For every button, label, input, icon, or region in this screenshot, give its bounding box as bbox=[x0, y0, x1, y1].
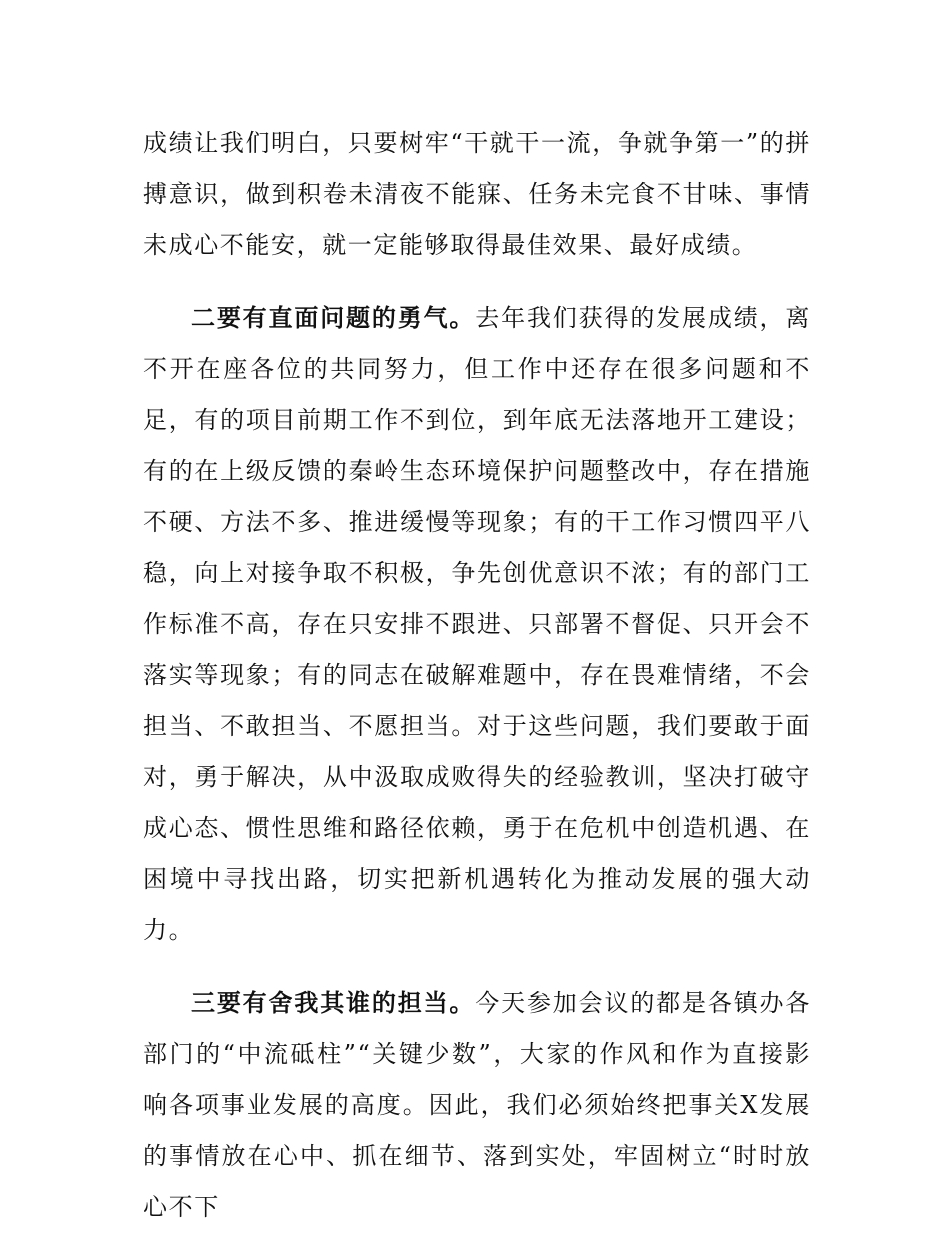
paragraph-lead-heading: 三要有舍我其谁的担当。 bbox=[191, 989, 476, 1017]
paragraph-gap bbox=[143, 271, 811, 293]
document-page bbox=[143, 118, 811, 1233]
paragraph-face-problems bbox=[143, 293, 811, 956]
paragraph-gap bbox=[143, 956, 811, 978]
paragraph-continuation bbox=[143, 118, 811, 271]
paragraph-take-responsibility bbox=[143, 978, 811, 1233]
paragraph-text: 去年我们获得的发展成绩，离不开在座各位的共同努力，但工作中还存在很多问题和不足，有的项目前期工作不到位，到年底无法落地开工建设；有的在上级反馈的秦岭生态环境保护问题整改中，存在措施不硬、方法不多、推进缓慢等现象；有的干工作习惯四平八稳，向上对接争取不积极，争先创优意识不浓；有的部门工作标准不高，存在只安排不跟进、只部署不督促、只开会不落实等现象；有的同志在破解难题中，存在畏难情绪，不会担当、不敢担当、不愿担当。对于这些问题，我们要敢于面对，勇于解决，从中汲取成败得失的经验教训，坚决打破守成心态、惯性思维和路径依赖，勇于在危机中创造机遇、在困境中寻找出路，切实把新机遇转化为推动发展的强大动力。 bbox=[143, 304, 811, 944]
paragraph-text: 今天参加会议的都是各镇办各部门的“中流砥柱”“关键少数”，大家的作风和作为直接影响各项事业发展的高度。因此，我们必须始终把事关X发展的事情放在心中、抓在细节、落到实处，牢固树立“时时放心不下 bbox=[143, 989, 811, 1221]
paragraph-lead-heading: 二要有直面问题的勇气。 bbox=[191, 304, 476, 332]
paragraph-text: 成绩让我们明白，只要树牢“干就干一流，争就争第一”的拼搏意识，做到积卷未清夜不能寐、任务未完食不甘味、事情未成心不能安，就一定能够取得最佳效果、最好成绩。 bbox=[143, 129, 811, 259]
